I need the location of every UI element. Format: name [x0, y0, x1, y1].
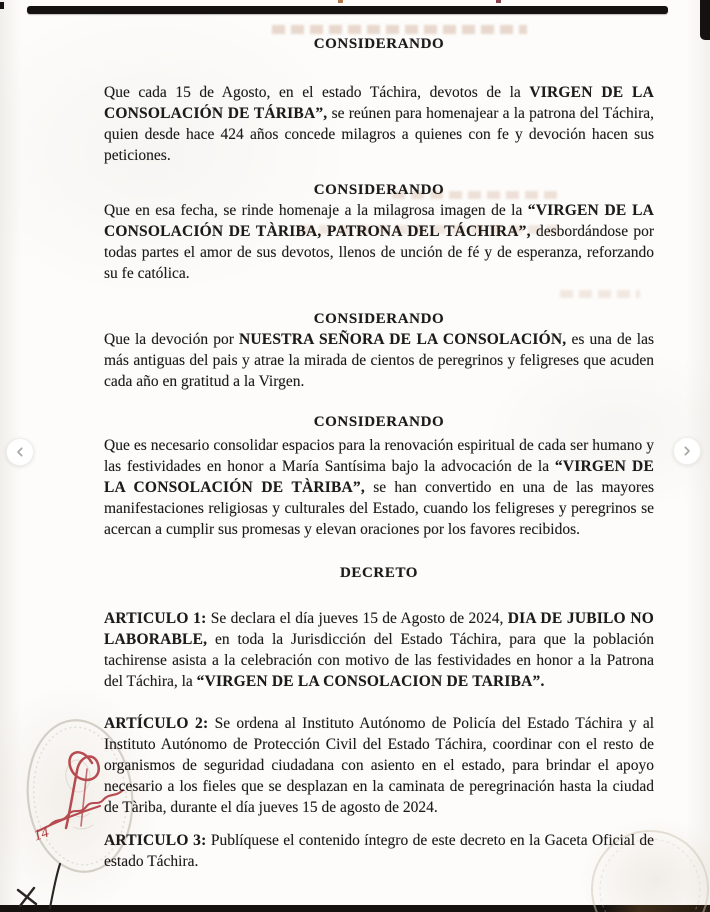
doc-paragraph: [104, 608, 654, 692]
doc-bold-text: “VIRGEN DE LA CONSOLACION DE TARIBA”.: [196, 673, 545, 690]
doc-paragraph: [104, 830, 654, 872]
doc-bold-text: ARTICULO 3:: [104, 832, 207, 849]
doc-text: Se ordena al Instituto Autónomo de Policía del Estado Táchira y al Instituto Autónomo de Protección Civil del Estado Táchira, coordinar con el resto de organismos de seguridad ciudadana con asiento en el estado, para brindar el apoyo necesario a los fieles que se desplazan en la caminata de peregrinación hasta la ciudad de Tàriba, durante el día jueves 15 de agosto de 2024.: [104, 715, 655, 816]
doc-text: Que cada 15 de Agosto, en el estado Táchira, devotos de la: [104, 84, 530, 101]
doc-text: Publíquese el contenido íntegro de este decreto en la Gaceta Oficial de estado Táchira.: [104, 832, 654, 870]
next-image-button[interactable]: [673, 437, 701, 465]
chevron-left-icon: [12, 444, 28, 460]
doc-text: Que la devoción por: [104, 331, 240, 348]
doc-text: Que es necesario consolidar espacios para la renovación espiritual de cada ser humano y las festividades en honor a María Santísima bajo la advocación de la: [104, 437, 654, 475]
doc-bold-text: “VIRGEN DE LA CONSOLACIÓN DE TÀRIBA, PATRONA DEL TÁCHIRA”,: [104, 202, 655, 240]
handwritten-number: 14: [31, 824, 52, 845]
doc-heading: CONSIDERANDO: [313, 311, 445, 327]
doc-bold-text: NUESTRA SEÑORA DE LA CONSOLACIÓN,: [239, 331, 567, 348]
doc-paragraph: [104, 200, 654, 284]
doc-text: se han convertido en una de las mayores manifestaciones religiosas y culturales del Estado, cuando los feligreses y peregrinos se acercan a cumplir sus promesas y elevan oraciones por los favores recibidos.: [104, 479, 655, 538]
doc-text: en toda la Jurisdicción del Estado Táchira, para que la población tachirense asista a la celebración con motivo de las festividades en honor a la Patrona del Táchira, la: [104, 631, 654, 690]
doc-bold-text: VIRGEN DE LA CONSOLACIÓN DE TÁRIBA”,: [104, 84, 654, 122]
doc-paragraph: [104, 713, 654, 818]
doc-text: Que en esa fecha, se rinde homenaje a la milagrosa imagen de la: [104, 202, 528, 219]
doc-paragraph: [104, 82, 654, 166]
doc-text: se reúnen para homenajear a la patrona del Táchira, quien desde hace 424 años concede milagros a quienes con fe y devoción hacen sus peticiones.: [104, 105, 654, 164]
doc-text: Se declara el día jueves 15 de Agosto de 2024,: [206, 610, 508, 627]
doc-text: es una de las más antiguas del pais y atrae la mirada de cientos de peregrinos y feligreses que acuden cada año en gratitud a la Virgen.: [104, 331, 654, 390]
doc-text: desbordándose por todas partes el amor de sus devotos, llenos de unción de fé y de esperanza, reforzando su fe católica.: [104, 223, 655, 282]
doc-bold-text: ARTICULO 1:: [104, 610, 207, 627]
doc-bold-text: “VIRGEN DE LA CONSOLACIÓN DE TÀRIBA”,: [104, 458, 654, 496]
doc-heading: DECRETO: [339, 565, 419, 581]
doc-bold-text: ARTÍCULO 2:: [104, 715, 209, 732]
doc-paragraph: [104, 435, 654, 540]
doc-bold-text: DIA DE JUBILO NO LABORABLE,: [104, 610, 654, 648]
previous-image-button[interactable]: [6, 438, 34, 466]
doc-paragraph: [104, 329, 654, 392]
doc-heading: CONSIDERANDO: [313, 36, 445, 52]
doc-heading: CONSIDERANDO: [313, 414, 445, 430]
chevron-right-icon: [679, 443, 695, 459]
doc-heading: CONSIDERANDO: [313, 182, 445, 198]
